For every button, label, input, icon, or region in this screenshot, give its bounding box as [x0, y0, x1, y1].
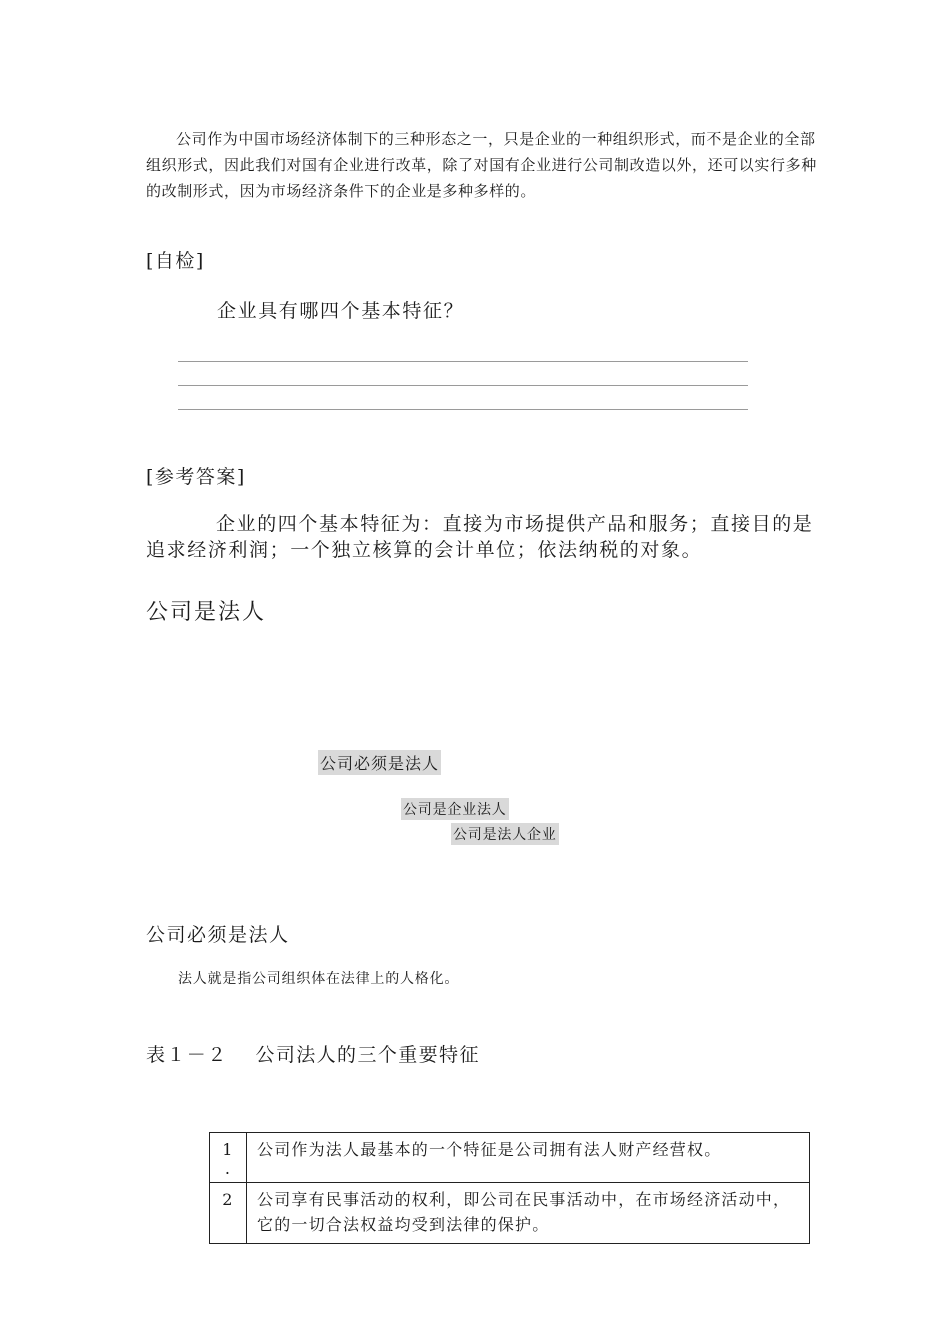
- answer-line[interactable]: [178, 409, 748, 410]
- answer-line[interactable]: [178, 361, 748, 362]
- table-row: [210, 1183, 810, 1244]
- table-row: [210, 1133, 810, 1183]
- answer-line[interactable]: [178, 385, 748, 386]
- self-check-label: [自检]: [146, 250, 205, 272]
- diagram-box-top: 公司必须是法人: [318, 750, 441, 775]
- features-table: [209, 1132, 810, 1244]
- row-number: [210, 1133, 247, 1183]
- reference-answer-label: [参考答案]: [146, 466, 246, 488]
- diagram-box-middle: 公司是企业法人: [401, 798, 509, 820]
- definition-text: 法人就是指公司组织体在法律上的人格化。: [178, 971, 460, 987]
- reference-answer-text: 企业的四个基本特征为：直接为市场提供产品和服务；直接目的是追求经济利润；一个独立核算的会计单位；依法纳税的对象。: [146, 513, 814, 561]
- row-text: 公司作为法人最基本的一个特征是公司拥有法人财产经营权。: [247, 1133, 810, 1183]
- row-number-value: 1: [222, 1140, 234, 1159]
- intro-paragraph: 公司作为中国市场经济体制下的三种形态之一，只是企业的一种组织形式，而不是企业的全部组织形式，因此我们对国有企业进行改革，除了对国有企业进行公司制改造以外，还可以实行多种的改制形式，因为市场经济条件下的企业是多种多样的。: [146, 130, 817, 200]
- section-heading: 公司是法人: [146, 600, 267, 625]
- subheading: 公司必须是法人: [146, 924, 290, 946]
- diagram-box-bottom: 公司是法人企业: [451, 823, 559, 845]
- row-number-dot: .: [224, 1159, 232, 1178]
- row-number: [210, 1183, 247, 1244]
- self-check-question: 企业具有哪四个基本特征？: [217, 300, 465, 322]
- row-number-value: 2: [222, 1190, 234, 1209]
- row-text: 公司享有民事活动的权利，即公司在民事活动中，在市场经济活动中，它的一切合法权益均受到法律的保护。: [247, 1183, 810, 1244]
- table-caption: 表１－２ 公司法人的三个重要特征: [146, 1044, 480, 1066]
